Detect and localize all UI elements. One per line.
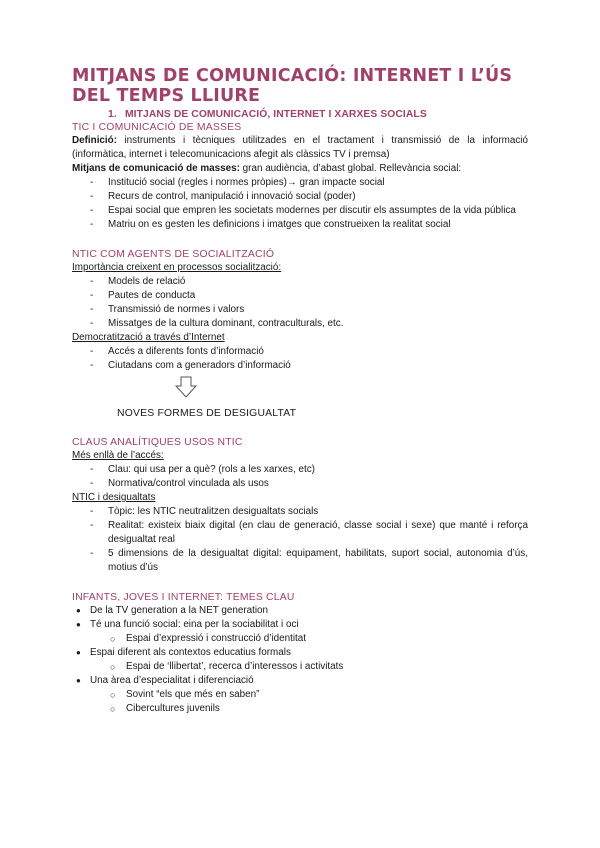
sub-list-item <box>72 702 528 716</box>
list-item: - Recurs de control, manipulació i innovació social (poder) <box>72 190 528 204</box>
sub-list-item-text: Cibercultures juvenils <box>126 703 220 714</box>
list-item: - Tòpic: les NTIC neutralitzen desigualtats socials <box>72 505 528 519</box>
key-topics-list <box>72 674 528 688</box>
mass-media-label: Mitjans de comunicació de masses: <box>72 163 240 174</box>
list-item: - Matriu on es gesten les definicions i imatges que construeixen la realitat social <box>72 218 528 232</box>
list-item: - Realitat: existeix biaix digital (en clau de generació, classe social i sexe) que manté i reforça desigualtat real <box>72 519 528 547</box>
bullet-icon: ● <box>76 606 81 615</box>
access-list <box>72 463 528 491</box>
list-item: - Clau: qui usa per a què? (rols a les xarxes, etc) <box>72 463 528 477</box>
list-item <box>72 604 528 618</box>
list-item: - Pautes de conducta <box>72 289 528 303</box>
inequality-list <box>72 505 528 575</box>
circle-bullet-icon: ○ <box>110 704 116 714</box>
sub-list-item <box>72 688 528 702</box>
sub-list-item <box>72 632 528 646</box>
list-item: - Transmissió de normes i valors <box>72 303 528 317</box>
list-item: - Espai social que empren les societats modernes per discutir els assumptes de la vida pública <box>72 204 528 218</box>
sub-list-item-text: Sovint “els que més en saben” <box>126 689 260 700</box>
sub-list <box>72 688 528 716</box>
section-heading-infants: INFANTS, JOVES I INTERNET: TEMES CLAU <box>72 592 295 603</box>
section-number-heading <box>108 108 528 121</box>
list-item: - 5 dimensions de la desigualtat digital: equipament, habilitats, suport social, autonomia d’ús, motius d’ús <box>72 547 528 575</box>
heading-number: 1. <box>108 109 117 120</box>
democratization-list <box>72 345 528 373</box>
down-arrow-icon <box>175 376 528 400</box>
list-item: - Ciutadans com a generadors d’informació <box>72 359 528 373</box>
list-item: - Institució social (regles i normes pròpies)→ gran impacte social <box>72 176 528 190</box>
list-item: - Accés a diferents fonts d’informació <box>72 345 528 359</box>
bullet-icon: ● <box>76 620 81 629</box>
section-heading-tic: TIC I COMUNICACIÓ DE MASSES <box>72 122 242 133</box>
sub-list-item <box>72 660 528 674</box>
mass-media-paragraph <box>72 162 528 176</box>
circle-bullet-icon: ○ <box>110 634 116 644</box>
list-item: - Models de relació <box>72 275 528 289</box>
list-item <box>72 674 528 688</box>
heading-text: MITJANS DE COMUNICACIÓ, INTERNET I XARXES SOCIALS <box>124 109 427 120</box>
list-item <box>72 618 528 632</box>
section-heading-claus: CLAUS ANALÍTIQUES USOS NTIC <box>72 437 243 448</box>
list-item: - Normativa/control vinculada als usos <box>72 477 528 491</box>
sub-list-item-text: Espai de ‘llibertat’, recerca d’interessos i activitats <box>126 661 344 672</box>
sub-list-item-text: Espai d’expressió i construcció d’identitat <box>126 633 307 644</box>
center-label-desigualtat: NOVES FORMES DE DESIGUALTAT <box>117 408 297 419</box>
sub-list <box>72 632 528 646</box>
circle-bullet-icon: ○ <box>110 662 116 672</box>
list-item-text: De la TV generation a la NET generation <box>90 605 269 616</box>
socialization-list <box>72 275 528 331</box>
key-topics-list <box>72 604 528 632</box>
section-heading-ntic-socialitzacio: NTIC COM AGENTS DE SOCIALITZACIÓ <box>72 249 275 260</box>
list-item-text: Espai diferent als contextos educatius formals <box>90 647 291 658</box>
mass-media-list <box>72 176 528 232</box>
key-topics-list <box>72 646 528 660</box>
list-item: - Missatges de la cultura dominant, contraculturals, etc. <box>72 317 528 331</box>
subheading-democratitzacio: Democratització a través d’Internet <box>72 332 225 343</box>
bullet-icon: ● <box>76 648 81 657</box>
document-page <box>72 66 528 716</box>
list-item-text: Una àrea d’especialitat i diferenciació <box>90 675 254 686</box>
bullet-icon: ● <box>76 676 81 685</box>
list-item <box>72 646 528 660</box>
definition-label: Definició: <box>72 135 117 146</box>
definition-text: instruments i tècniques utilitzades en el tractament i transmissió de la informació (informàtica, internet i telecomunicacions afegit als clàssics TV i premsa) <box>72 135 528 160</box>
list-item-text: Té una funció social: eina per la sociabilitat i oci <box>90 619 299 630</box>
definition-paragraph <box>72 134 528 162</box>
subheading-importancia: Importància creixent en processos socialització: <box>72 262 282 273</box>
subheading-desigualtats: NTIC i desigualtats <box>72 492 156 503</box>
document-title: MITJANS DE COMUNICACIÓ: INTERNET I L’ÚS DEL TEMPS LLIURE <box>72 66 513 106</box>
subheading-acces: Més enllà de l’accés: <box>72 450 164 461</box>
circle-bullet-icon: ○ <box>110 690 116 700</box>
mass-media-text: gran audiència, d’abast global. Rellevància social: <box>239 163 462 174</box>
sub-list <box>72 660 528 674</box>
